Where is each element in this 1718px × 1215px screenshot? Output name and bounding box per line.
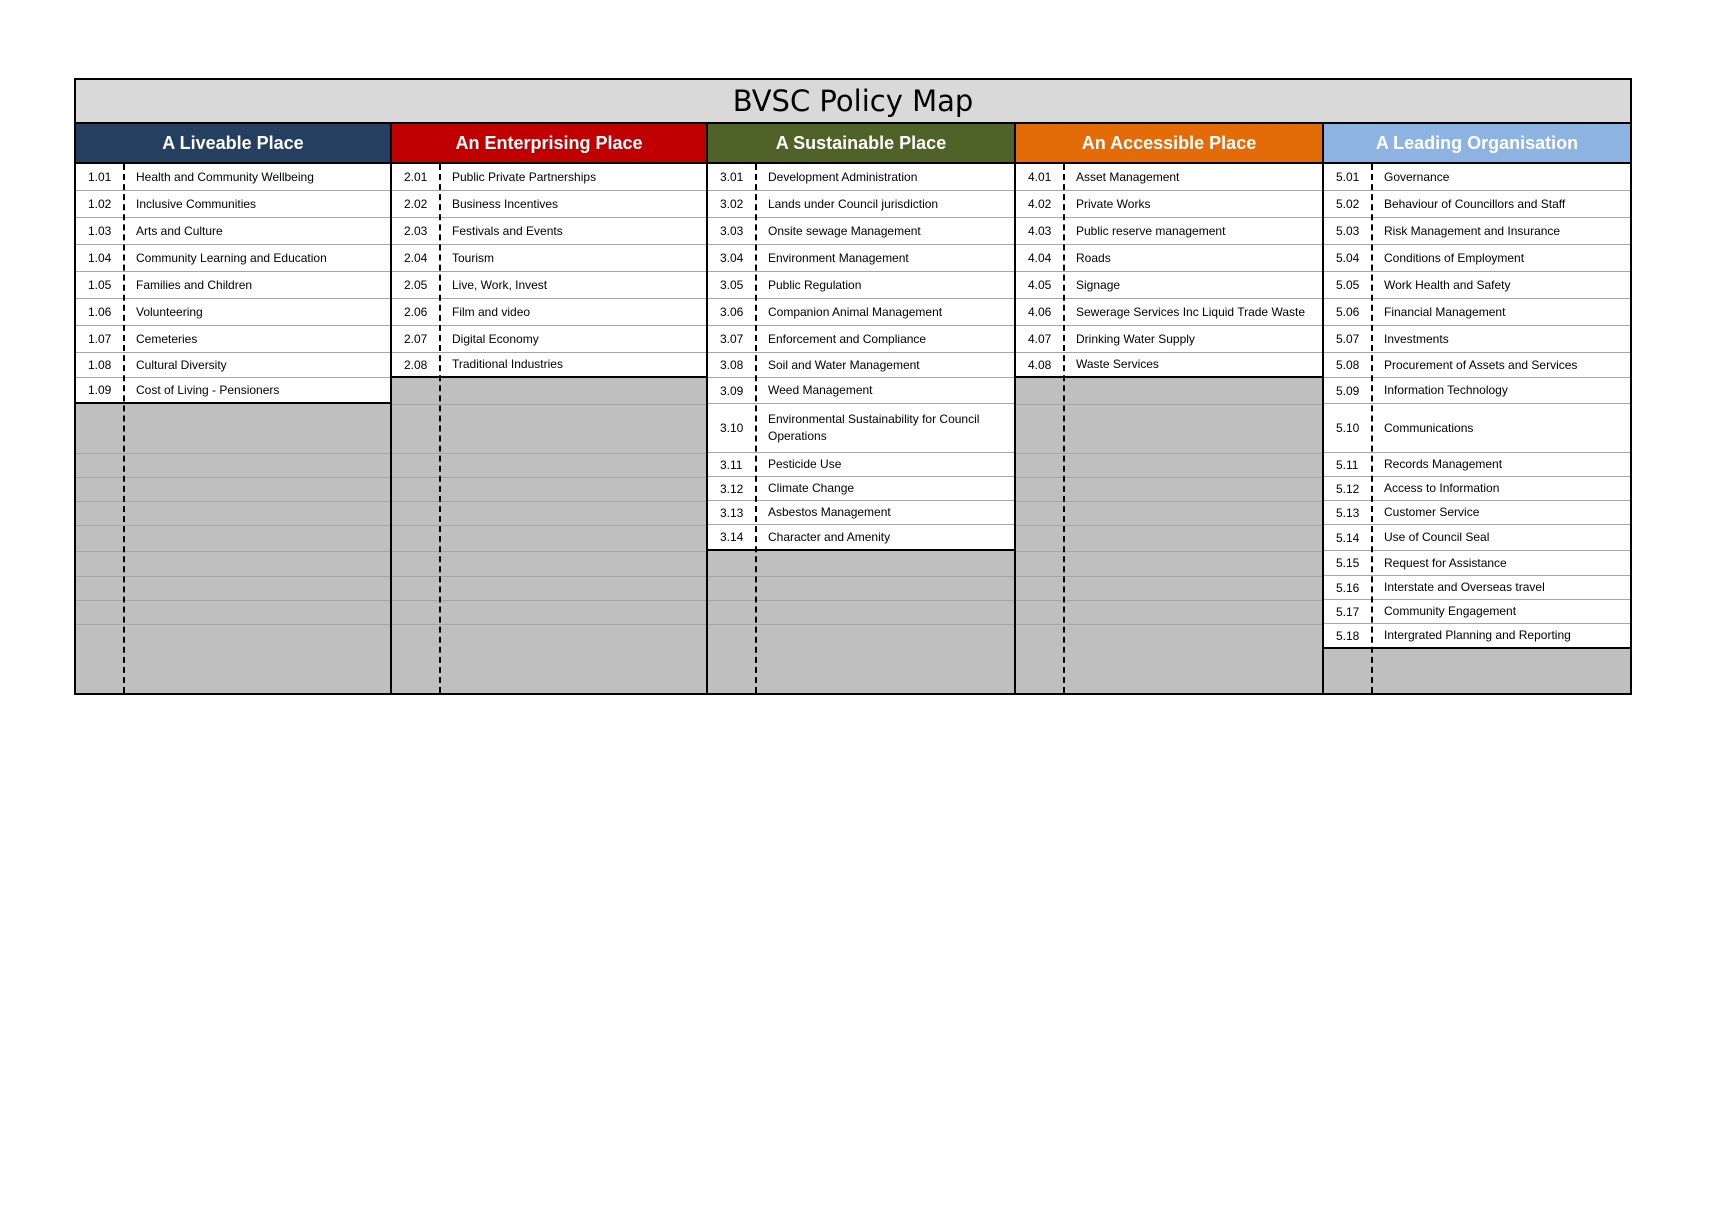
policy-row	[1324, 191, 1630, 218]
policy-row	[1016, 299, 1322, 326]
policy-number: 1.02	[88, 197, 112, 211]
policy-number: 3.10	[720, 421, 744, 435]
policy-name: Business Incentives	[452, 196, 559, 211]
policy-number: 5.08	[1336, 358, 1360, 372]
filler-row-line	[392, 576, 706, 577]
policy-row	[1324, 404, 1630, 453]
policy-number: 5.09	[1336, 383, 1360, 398]
filler-row-line	[76, 477, 390, 478]
policy-number: 3.07	[720, 332, 744, 346]
filler-row-line	[392, 477, 706, 478]
policy-number: 5.17	[1336, 604, 1360, 619]
policy-row	[1324, 600, 1630, 624]
policy-number: 2.05	[404, 278, 428, 292]
policy-name: Asbestos Management	[768, 505, 891, 519]
policy-name: Records Management	[1384, 457, 1503, 471]
policy-name: Character and Amenity	[768, 529, 891, 544]
policy-number: 4.07	[1028, 332, 1052, 346]
policy-row	[708, 525, 1014, 551]
filler-row-line	[76, 624, 390, 625]
policy-number: 1.06	[88, 305, 112, 319]
policy-name: Signage	[1076, 277, 1121, 292]
policy-name: Environmental Sustainability for Council Operations	[768, 412, 980, 443]
filler-row-line	[392, 624, 706, 625]
policy-number: 1.04	[88, 251, 112, 265]
policy-row	[1324, 353, 1630, 378]
policy-number: 5.10	[1336, 421, 1360, 435]
policy-number: 3.02	[720, 197, 744, 211]
filler-row-line	[1016, 576, 1322, 577]
policy-row	[708, 191, 1014, 218]
policy-row	[1324, 299, 1630, 326]
filler-row-line	[392, 404, 706, 405]
policy-name: Cost of Living - Pensioners	[136, 382, 280, 397]
policy-name: Roads	[1076, 250, 1111, 265]
filler-row-line	[392, 525, 706, 526]
policy-name: Use of Council Seal	[1384, 530, 1490, 544]
policy-row	[76, 164, 390, 191]
policy-name: Digital Economy	[452, 331, 539, 346]
policy-number: 3.08	[720, 358, 744, 372]
policy-name: Community Engagement	[1384, 604, 1517, 618]
policy-name: Weed Management	[768, 383, 873, 397]
policy-row	[1016, 164, 1322, 191]
policy-row	[1324, 551, 1630, 576]
policy-name: Information Technology	[1384, 383, 1508, 397]
policy-number: 5.14	[1336, 530, 1360, 545]
policy-number: 2.02	[404, 197, 428, 211]
policy-number: 2.07	[404, 332, 428, 346]
policy-number: 5.04	[1336, 251, 1360, 265]
policy-name: Conditions of Employment	[1384, 250, 1525, 265]
policy-name: Families and Children	[136, 277, 253, 292]
filler-row-line	[76, 600, 390, 601]
policy-number: 4.02	[1028, 197, 1052, 211]
policy-name: Cultural Diversity	[136, 357, 227, 372]
policy-name: Traditional Industries	[452, 357, 563, 371]
page-title: BVSC Policy Map	[76, 80, 1630, 124]
policy-row	[392, 245, 706, 272]
policy-name: Behaviour of Councillors and Staff	[1384, 196, 1566, 211]
policy-row	[708, 404, 1014, 453]
policy-row	[708, 378, 1014, 404]
policy-row	[1016, 272, 1322, 299]
policy-name: Asset Management	[1076, 169, 1180, 184]
policy-number: 5.12	[1336, 481, 1360, 496]
policy-row	[392, 326, 706, 353]
filler-row-line	[1016, 551, 1322, 552]
policy-row	[76, 326, 390, 353]
policy-name: Request for Assistance	[1384, 555, 1507, 570]
column-heading: A Sustainable Place	[708, 124, 1014, 164]
policy-number: 4.06	[1028, 305, 1052, 319]
policy-row	[392, 299, 706, 326]
filler-row-line	[1016, 477, 1322, 478]
column-leading	[1324, 124, 1630, 693]
policy-row	[1016, 218, 1322, 245]
policy-name: Enforcement and Compliance	[768, 331, 927, 346]
policy-name: Investments	[1384, 331, 1449, 346]
filler-row-line	[76, 525, 390, 526]
policy-row	[708, 326, 1014, 353]
policy-number: 3.05	[720, 278, 744, 292]
policy-name: Risk Management and Insurance	[1384, 223, 1561, 238]
policy-row	[708, 164, 1014, 191]
policy-name: Volunteering	[136, 304, 203, 319]
column-body	[76, 164, 390, 693]
column-liveable	[76, 124, 392, 693]
policy-name: Pesticide Use	[768, 457, 842, 471]
policy-number: 2.08	[404, 357, 428, 372]
policy-number: 5.07	[1336, 332, 1360, 346]
policy-number: 4.03	[1028, 224, 1052, 238]
policy-row	[708, 218, 1014, 245]
policy-number: 3.04	[720, 251, 744, 265]
policy-name: Inclusive Communities	[136, 196, 257, 211]
policy-number: 3.13	[720, 505, 744, 520]
policy-row	[1324, 326, 1630, 353]
policy-name: Sewerage Services Inc Liquid Trade Waste	[1076, 304, 1306, 319]
policy-name: Film and video	[452, 304, 531, 319]
policy-number: 5.13	[1336, 505, 1360, 520]
policy-row	[392, 218, 706, 245]
column-body	[392, 164, 706, 693]
policy-number: 3.09	[720, 383, 744, 398]
filler-row-line	[76, 453, 390, 454]
filler-row-line	[76, 501, 390, 502]
policy-row	[708, 353, 1014, 378]
policy-name: Community Learning and Education	[136, 250, 327, 265]
policy-number: 1.09	[88, 383, 112, 397]
policy-row	[76, 218, 390, 245]
policy-row	[392, 353, 706, 378]
policy-name: Environment Management	[768, 250, 909, 265]
filler-row-line	[1016, 404, 1322, 405]
filler-row-line	[76, 576, 390, 577]
column-heading: A Liveable Place	[76, 124, 390, 164]
policy-number: 5.11	[1336, 457, 1359, 472]
policy-name: Onsite sewage Management	[768, 223, 921, 238]
column-accessible	[1016, 124, 1324, 693]
policy-row	[76, 299, 390, 326]
policy-name: Access to Information	[1384, 481, 1500, 495]
policy-number: 4.04	[1028, 251, 1052, 265]
policy-number: 1.08	[88, 358, 112, 372]
policy-number: 2.01	[404, 170, 428, 184]
policy-row	[1324, 453, 1630, 477]
filler-row-line	[1016, 600, 1322, 601]
filler-row-line	[1016, 501, 1322, 502]
policy-number: 4.01	[1028, 170, 1052, 184]
policy-name: Cemeteries	[136, 331, 198, 346]
policy-number: 2.06	[404, 305, 428, 319]
policy-row	[1324, 245, 1630, 272]
policy-name: Companion Animal Management	[768, 304, 943, 319]
policy-number: 5.06	[1336, 305, 1360, 319]
policy-grid	[76, 124, 1630, 693]
column-heading: A Leading Organisation	[1324, 124, 1630, 164]
policy-number: 4.05	[1028, 278, 1052, 292]
policy-number: 2.04	[404, 251, 428, 265]
policy-row	[76, 191, 390, 218]
policy-name: Festivals and Events	[452, 223, 563, 238]
filler-row-line	[708, 576, 1014, 577]
policy-row	[1324, 477, 1630, 501]
policy-row	[1324, 525, 1630, 551]
filler-row-line	[392, 551, 706, 552]
filler-row-line	[76, 551, 390, 552]
policy-number: 3.11	[720, 457, 743, 472]
policy-name: Governance	[1384, 169, 1450, 184]
policy-number: 3.01	[720, 170, 744, 184]
policy-number: 5.03	[1336, 224, 1360, 238]
policy-row	[1324, 164, 1630, 191]
policy-row	[1016, 326, 1322, 353]
policy-number: 3.06	[720, 305, 744, 319]
filler-row-line	[1016, 525, 1322, 526]
policy-name: Soil and Water Management	[768, 357, 920, 372]
filler-row-line	[392, 501, 706, 502]
policy-name: Waste Services	[1076, 357, 1159, 371]
policy-number: 5.15	[1336, 556, 1360, 570]
policy-map-table	[74, 78, 1632, 695]
policy-name: Arts and Culture	[136, 223, 223, 238]
policy-row	[76, 378, 390, 404]
policy-name: Procurement of Assets and Services	[1384, 357, 1578, 372]
policy-number: 5.05	[1336, 278, 1360, 292]
filler-row-line	[392, 453, 706, 454]
policy-row	[708, 272, 1014, 299]
policy-row	[1324, 218, 1630, 245]
policy-row	[1324, 501, 1630, 525]
policy-name: Public reserve management	[1076, 223, 1226, 238]
column-body	[708, 164, 1014, 693]
policy-name: Private Works	[1076, 196, 1151, 211]
column-heading: An Accessible Place	[1016, 124, 1322, 164]
policy-row	[76, 245, 390, 272]
policy-row	[392, 164, 706, 191]
column-heading: An Enterprising Place	[392, 124, 706, 164]
policy-row	[708, 501, 1014, 525]
policy-number: 3.03	[720, 224, 744, 238]
policy-number: 1.07	[88, 332, 112, 346]
policy-number: 4.08	[1028, 357, 1052, 372]
policy-name: Work Health and Safety	[1384, 277, 1511, 292]
policy-row	[1324, 576, 1630, 600]
policy-name: Intergrated Planning and Reporting	[1384, 628, 1571, 642]
policy-number: 5.01	[1336, 170, 1360, 184]
filler-row-line	[392, 600, 706, 601]
policy-row	[1324, 624, 1630, 649]
policy-row	[392, 272, 706, 299]
policy-number: 2.03	[404, 224, 428, 238]
filler-row-line	[708, 624, 1014, 625]
policy-number: 5.02	[1336, 197, 1360, 211]
policy-name: Drinking Water Supply	[1076, 331, 1195, 346]
policy-row	[1016, 245, 1322, 272]
filler-row-line	[708, 600, 1014, 601]
column-enterprising	[392, 124, 708, 693]
policy-name: Public Private Partnerships	[452, 169, 597, 184]
policy-row	[76, 272, 390, 299]
policy-row	[76, 353, 390, 378]
column-sustainable	[708, 124, 1016, 693]
filler-row-line	[1016, 453, 1322, 454]
policy-row	[1324, 378, 1630, 404]
policy-row	[392, 191, 706, 218]
policy-name: Customer Service	[1384, 505, 1480, 519]
policy-name: Climate Change	[768, 481, 855, 495]
policy-row	[708, 477, 1014, 501]
policy-name: Lands under Council jurisdiction	[768, 196, 939, 211]
policy-name: Live, Work, Invest	[452, 277, 548, 292]
policy-name: Interstate and Overseas travel	[1384, 580, 1545, 594]
filler-row-line	[1016, 624, 1322, 625]
policy-number: 5.18	[1336, 628, 1360, 643]
policy-name: Communications	[1384, 420, 1474, 435]
policy-number: 1.01	[88, 170, 112, 184]
policy-name: Health and Community Wellbeing	[136, 169, 314, 184]
policy-name: Public Regulation	[768, 277, 862, 292]
policy-row	[708, 245, 1014, 272]
column-body	[1016, 164, 1322, 693]
policy-number: 1.05	[88, 278, 112, 292]
policy-row	[1324, 272, 1630, 299]
policy-name: Development Administration	[768, 169, 918, 184]
policy-name: Tourism	[452, 250, 495, 265]
column-body	[1324, 164, 1630, 693]
policy-number: 3.12	[720, 481, 744, 496]
policy-row	[708, 299, 1014, 326]
policy-number: 5.16	[1336, 580, 1360, 595]
policy-row	[1016, 353, 1322, 378]
policy-row	[1016, 191, 1322, 218]
policy-number: 3.14	[720, 530, 744, 544]
policy-name: Financial Management	[1384, 304, 1506, 319]
policy-row	[708, 453, 1014, 477]
policy-number: 1.03	[88, 224, 112, 238]
